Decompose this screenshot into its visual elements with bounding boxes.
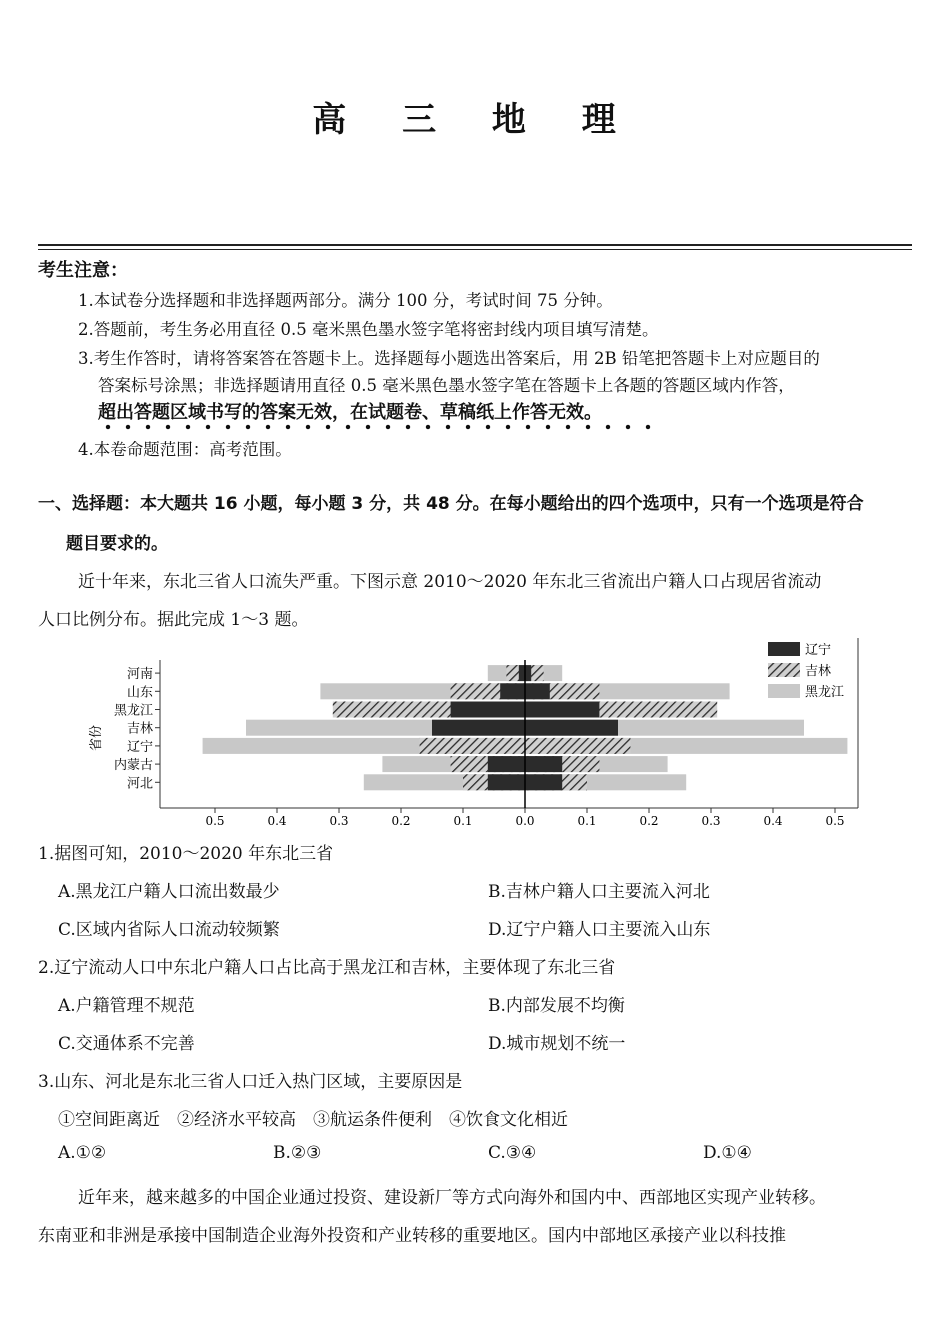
x-tick-label: 0.2	[391, 814, 411, 828]
q3-option-d: D.①④	[703, 1143, 752, 1163]
q1-option-a: A.黑龙江户籍人口流出数最少	[58, 882, 280, 902]
population-chart	[85, 638, 865, 828]
q2-option-c: C.交通体系不完善	[58, 1034, 195, 1054]
intro2-paragraph: 近年来，越来越多的中国企业通过投资、建设新厂等方式向海外和国内中、西部地区实现产业转移。	[78, 1188, 826, 1208]
x-tick-label: 0.5	[205, 814, 225, 828]
category-label: 黑龙江	[113, 703, 153, 719]
category-label: 辽宁	[126, 739, 153, 755]
category-label: 河南	[126, 667, 153, 683]
category-label: 山东	[126, 685, 153, 701]
category-label: 吉林	[126, 721, 153, 737]
notice-emphasis: 超出答题区域书写的答案无效，在试题卷、草稿纸上作答无效。	[98, 402, 602, 423]
notice-item-2: 2.答题前，考生务必用直径 0.5 毫米黑色墨水签字笔将密封线内项目填写清楚。	[78, 320, 659, 339]
q3-statements: ①空间距离近 ②经济水平较高 ③航运条件便利 ④饮食文化相近	[58, 1110, 568, 1130]
x-tick-label: 0.4	[267, 814, 287, 828]
intro-paragraph: 近十年来，东北三省人口流失严重。下图示意 2010～2020 年东北三省流出户籍人口占现居省流动	[78, 572, 822, 592]
category-label: 河北	[126, 776, 153, 792]
q1-stem: 1.据图可知，2010～2020 年东北三省	[38, 844, 334, 864]
q3-option-a: A.①②	[58, 1143, 107, 1163]
notice-item-1: 1.本试卷分选择题和非选择题两部分。满分 100 分，考试时间 75 分钟。	[78, 291, 613, 310]
q3-stem: 3.山东、河北是东北三省人口迁入热门区域，主要原因是	[38, 1072, 463, 1092]
q2-option-d: D.城市规划不统一	[488, 1034, 626, 1054]
x-tick-label: 0.1	[453, 814, 473, 828]
legend-label: 黑龙江	[805, 685, 845, 700]
header-rule-thin	[38, 249, 912, 250]
notice-item-4: 4.本卷命题范围：高考范围。	[78, 440, 292, 459]
section-heading-cont: 题目要求的。	[66, 534, 168, 554]
legend-swatch	[768, 684, 800, 698]
x-tick-label: 0.3	[329, 814, 349, 828]
x-tick-label: 0.2	[639, 814, 659, 828]
x-tick-label: 0.1	[577, 814, 597, 828]
q2-option-b: B.内部发展不均衡	[488, 996, 625, 1016]
y-axis-label: 省份	[89, 724, 104, 752]
page-title: 高 三 地 理	[312, 100, 638, 140]
q3-option-c: C.③④	[488, 1143, 537, 1163]
category-label: 内蒙古	[113, 758, 153, 774]
section-heading: 一、选择题：本大题共 16 小题，每小题 3 分，共 48 分。在每小题给出的四个选项中，只有一个选项是符合	[38, 494, 864, 514]
x-tick-label: 0.4	[763, 814, 783, 828]
x-tick-label: 0.5	[825, 814, 845, 828]
legend-label: 辽宁	[805, 643, 832, 658]
q2-stem: 2.辽宁流动人口中东北户籍人口占比高于黑龙江和吉林，主要体现了东北三省	[38, 958, 616, 978]
q3-option-b: B.②③	[273, 1143, 322, 1163]
notice-heading: 考生注意：	[38, 260, 128, 281]
q1-option-d: D.辽宁户籍人口主要流入山东	[488, 920, 711, 940]
emphasis-dots	[98, 424, 658, 430]
x-tick-label: 0.3	[701, 814, 721, 828]
intro-paragraph-cont: 人口比例分布。据此完成 1～3 题。	[38, 610, 309, 630]
legend-label: 吉林	[805, 664, 832, 679]
legend-swatch	[768, 663, 800, 677]
q1-option-c: C.区域内省际人口流动较频繁	[58, 920, 280, 940]
intro2-paragraph-cont: 东南亚和非洲是承接中国制造企业海外投资和产业转移的重要地区。国内中部地区承接产业以科技推	[38, 1226, 786, 1246]
q2-option-a: A.户籍管理不规范	[58, 996, 195, 1016]
x-tick-label: 0.0	[515, 814, 535, 828]
q1-option-b: B.吉林户籍人口主要流入河北	[488, 882, 710, 902]
legend-swatch	[768, 642, 800, 656]
notice-item-3-cont: 答案标号涂黑；非选择题请用直径 0.5 毫米黑色墨水签字笔在答题卡上各题的答题区域内作答，	[98, 376, 795, 395]
notice-item-3: 3.考生作答时，请将答案答在答题卡上。选择题每小题选出答案后，用 2B 铅笔把答题卡上对应题目的	[78, 349, 820, 368]
header-rule	[38, 244, 912, 246]
